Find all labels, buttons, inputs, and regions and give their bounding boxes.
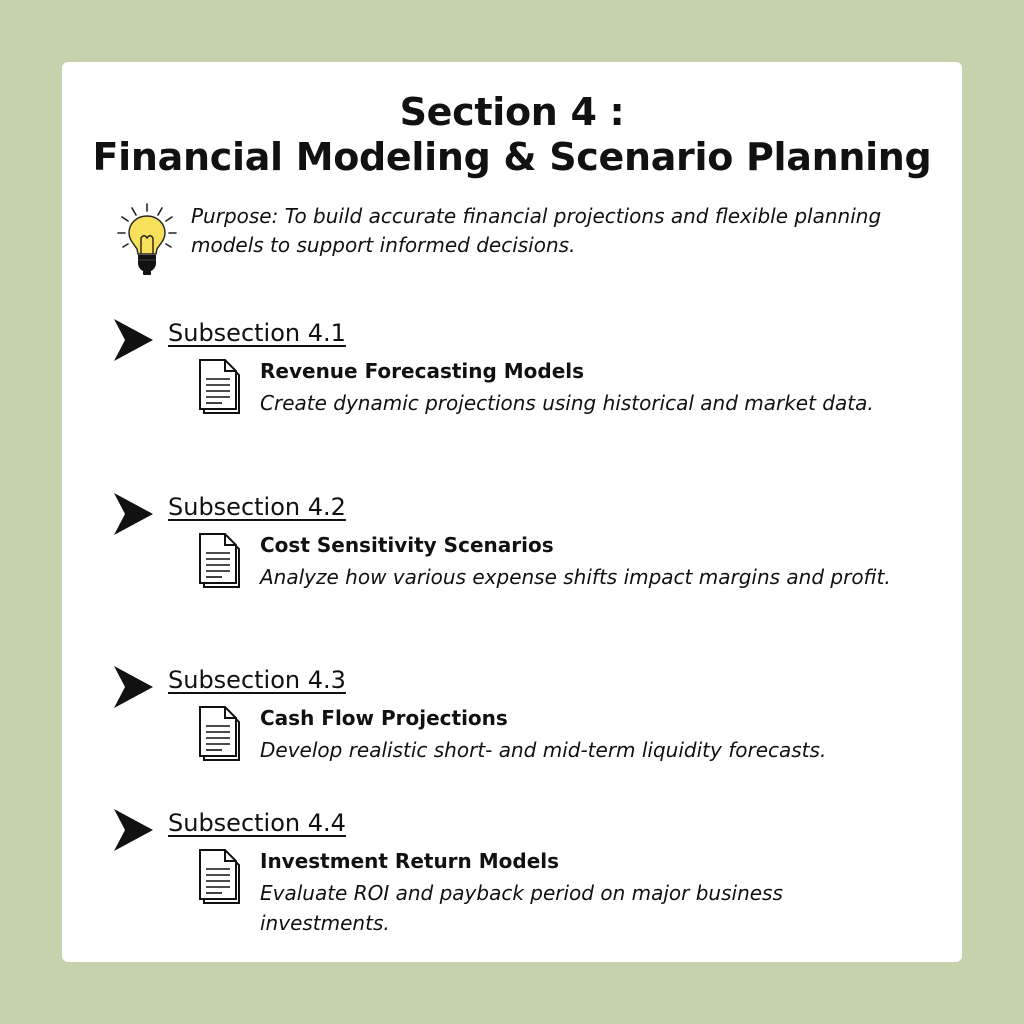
lightbulb-icon — [114, 202, 180, 278]
item-description: Create dynamic projections using historical and market data. — [260, 391, 874, 415]
item-description: Analyze how various expense shifts impact margins and profit. — [260, 565, 891, 589]
page-title — [62, 90, 962, 180]
subsection-heading: Subsection 4.2 — [168, 493, 346, 521]
arrow-right-icon — [112, 318, 154, 362]
item-title: Revenue Forecasting Models — [260, 359, 585, 383]
item-title: Cash Flow Projections — [260, 706, 508, 730]
page-title-line-2: Financial Modeling & Scenario Planning — [92, 135, 932, 179]
subsection-heading: Subsection 4.3 — [168, 666, 346, 694]
subsection-heading: Subsection 4.4 — [168, 809, 346, 837]
page-title-line-1: Section 4 : — [399, 90, 625, 134]
arrow-right-icon — [112, 808, 154, 852]
document-icon — [198, 358, 244, 416]
document-icon — [198, 705, 244, 763]
document-icon — [198, 848, 244, 906]
item-description: Develop realistic short- and mid-term liquidity forecasts. — [260, 738, 827, 762]
arrow-right-icon — [112, 492, 154, 536]
content-card — [62, 62, 962, 962]
purpose-text: Purpose: To build accurate financial projections and flexible planning models to support informed decisions. — [191, 204, 882, 257]
subsection-heading: Subsection 4.1 — [168, 319, 346, 347]
item-title: Investment Return Models — [260, 849, 560, 873]
item-description: Evaluate ROI and payback period on major business investments. — [260, 881, 783, 935]
document-icon — [198, 532, 244, 590]
arrow-right-icon — [112, 665, 154, 709]
item-title: Cost Sensitivity Scenarios — [260, 533, 554, 557]
